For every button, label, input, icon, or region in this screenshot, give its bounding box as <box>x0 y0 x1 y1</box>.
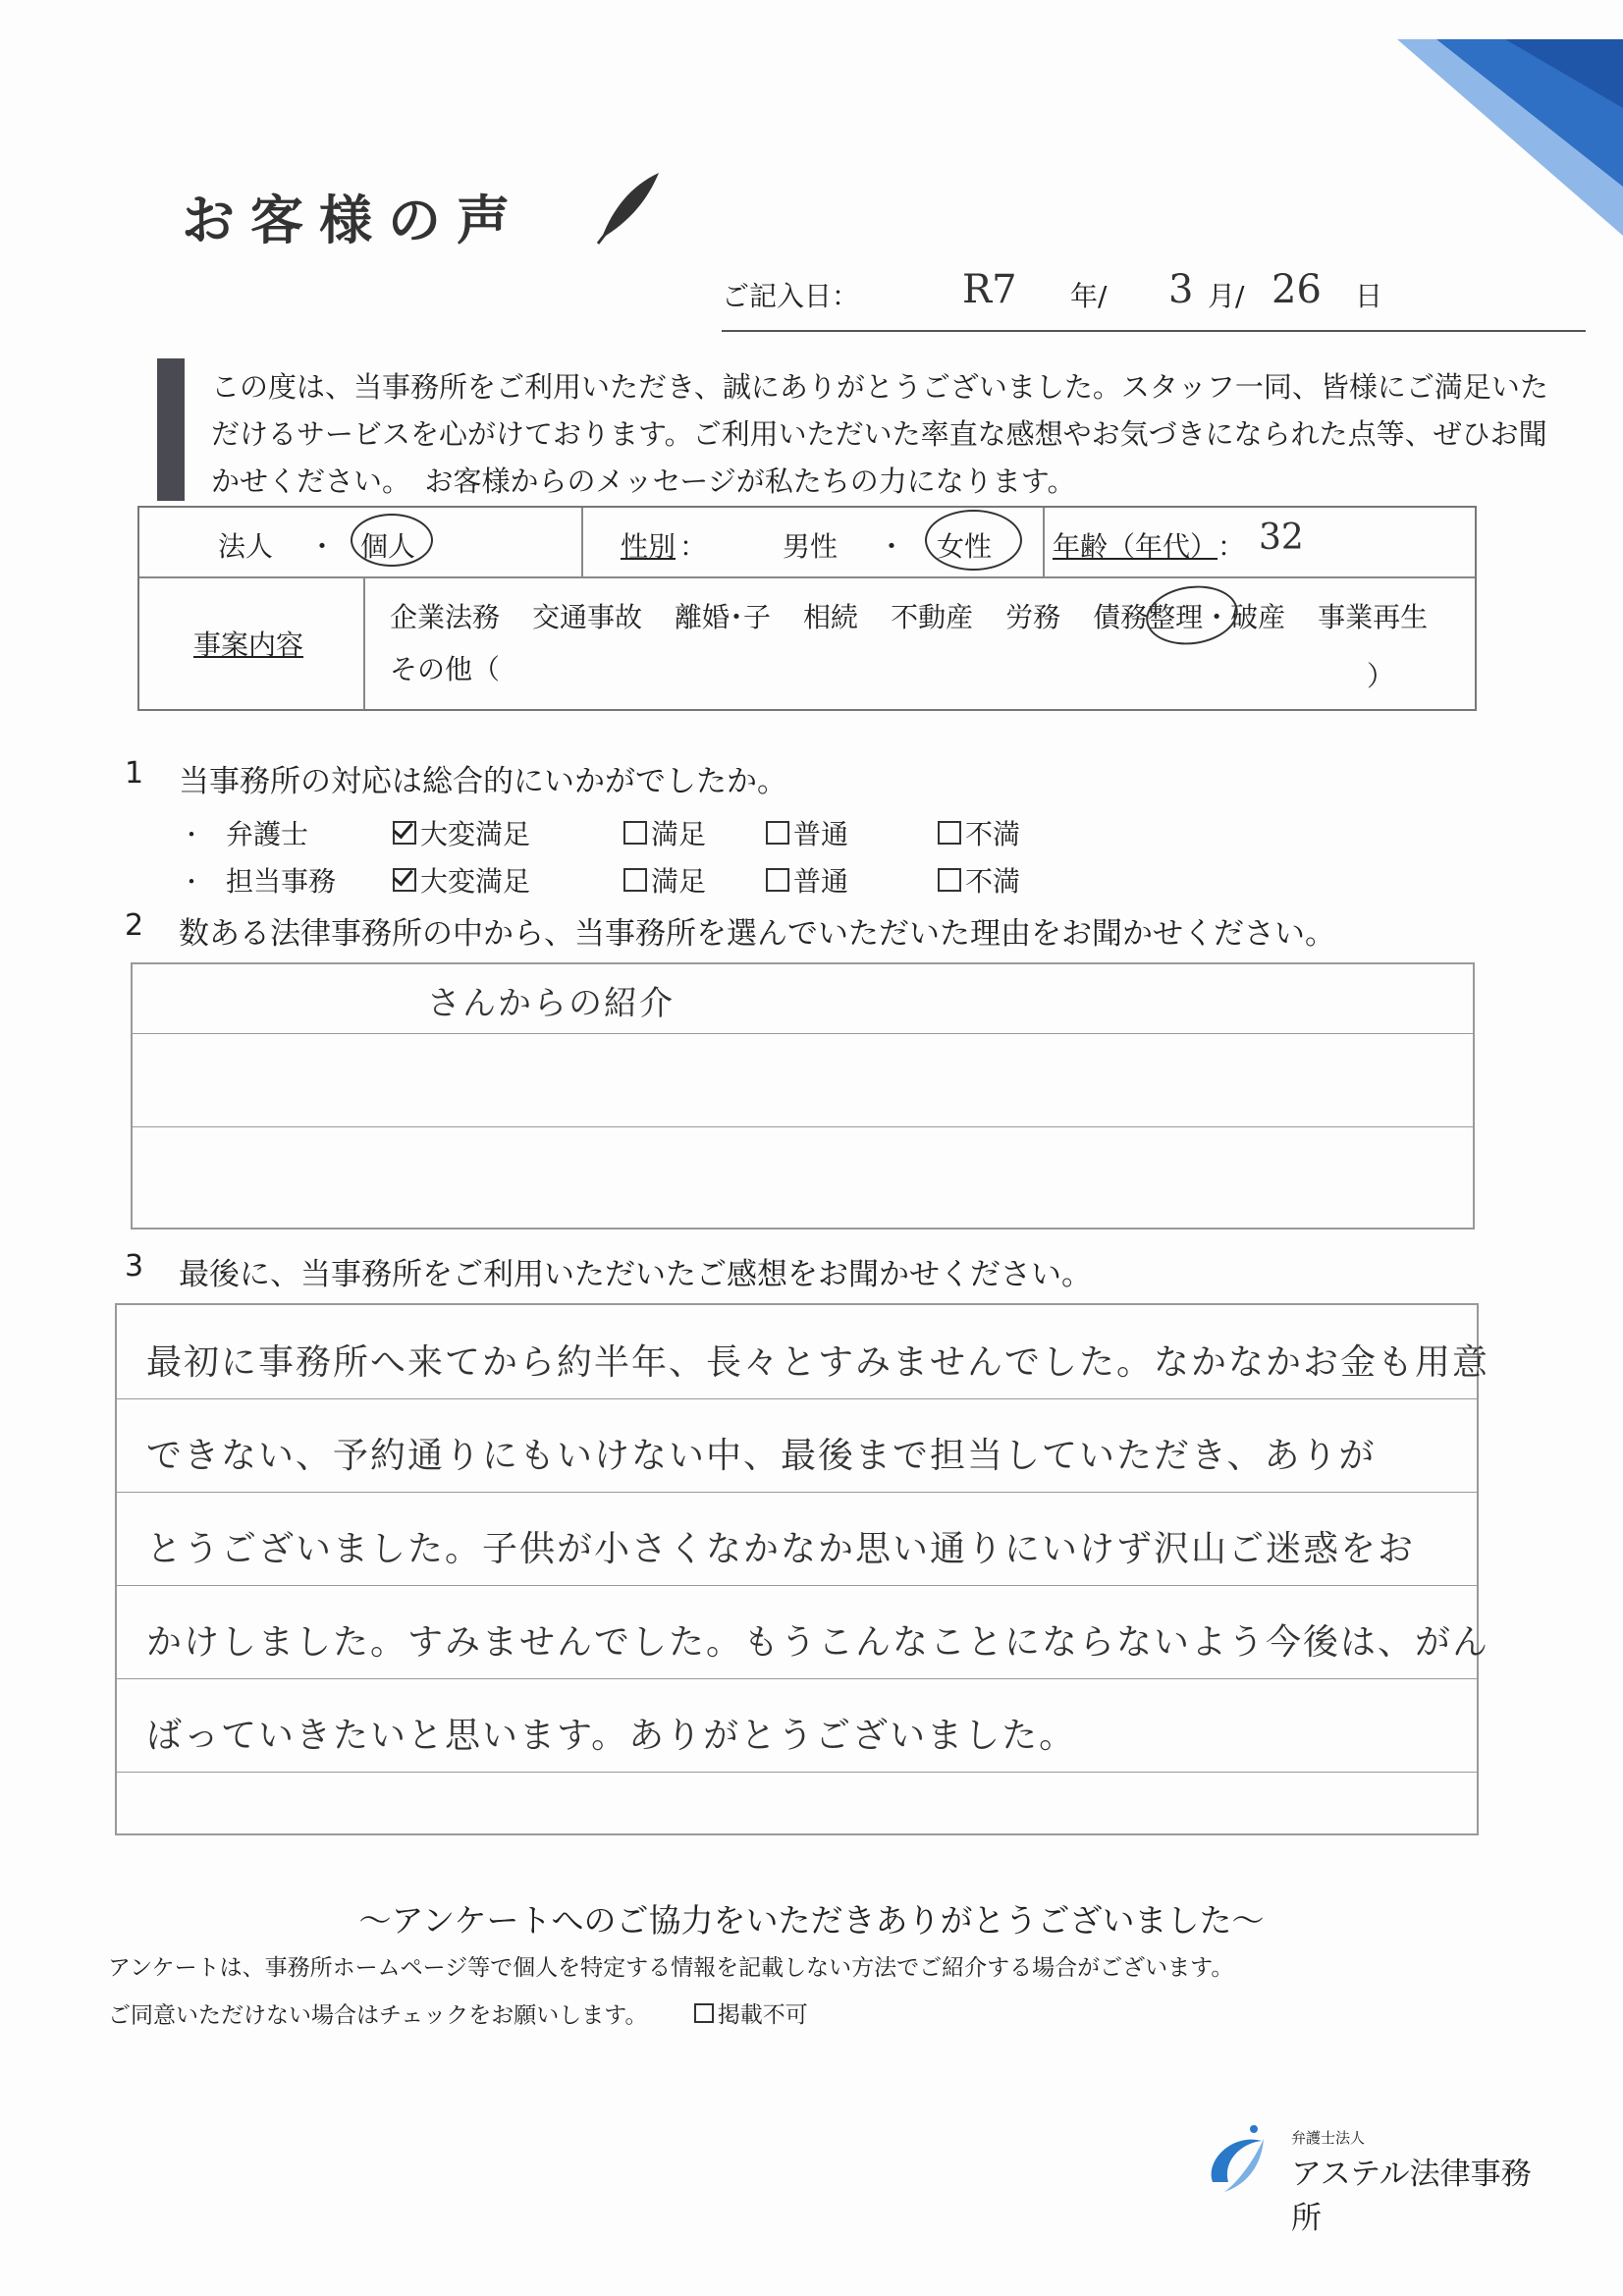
checkbox-icon <box>623 868 647 892</box>
rating-row-label: 弁護士 <box>226 818 309 850</box>
q3-number: 3 <box>125 1249 144 1284</box>
table-divider <box>139 576 1475 578</box>
checkbox-icon <box>393 821 416 845</box>
q3-answer-line: かけしました。すみませんでした。もうこんなことにならないよう今後は、がん <box>146 1622 1490 1663</box>
rating-option-label: 普通 <box>793 865 849 898</box>
q2-answer-box <box>131 962 1475 1230</box>
firm-logo <box>1203 2121 1556 2236</box>
rating-option-label: 満足 <box>651 818 707 850</box>
rating-option[interactable] <box>393 860 530 900</box>
male-option: 男性 <box>783 530 839 563</box>
other-close: ） <box>1367 660 1395 692</box>
selection-circle <box>925 510 1022 571</box>
checkbox-icon <box>938 868 961 892</box>
case-type-item: 離婚･子 <box>675 601 772 633</box>
q1-number: 1 <box>125 756 144 791</box>
case-type-item: 債務整理・破産 <box>1093 601 1286 633</box>
table-divider <box>581 508 583 576</box>
q3-answer-line: 最初に事務所へ来てから約半年、長々とすみませんでした。なかなかお金も用意 <box>146 1342 1490 1383</box>
rating-option-label: 普通 <box>793 818 849 850</box>
date-day: 26 <box>1271 267 1322 312</box>
q3-answer-line: ばっていきたいと思います。ありがとうございました。 <box>146 1716 1077 1756</box>
checkbox-icon <box>694 2003 714 2023</box>
individual-option: 個人 <box>360 530 416 563</box>
q3-answer-line: できない、予約通りにもいけない中、最後まで担当していただき、ありが <box>146 1436 1377 1476</box>
ruled-line <box>117 1492 1477 1493</box>
opt-out-checkbox[interactable] <box>694 1996 808 2029</box>
age-colon: ： <box>1217 530 1246 563</box>
date-year: R7 <box>962 267 1017 312</box>
intro-accent-bar <box>157 358 185 501</box>
date-day-unit: 日 <box>1355 280 1383 312</box>
page-title: お客様の声 <box>182 190 525 251</box>
case-type-list <box>390 596 1470 635</box>
logo-firm-name: アステル法律事務所 <box>1291 2157 1532 2236</box>
date-month-unit: 月/ <box>1208 280 1245 312</box>
case-label: 事案内容 <box>193 629 304 661</box>
feather-icon <box>594 167 663 246</box>
date-label: ご記入日： <box>722 280 860 312</box>
rating-option-label: 不満 <box>965 818 1021 850</box>
q1-question: 当事務所の対応は総合的にいかがでしたか。 <box>179 764 787 799</box>
bullet: ・ <box>180 868 203 896</box>
q3-question: 最後に、当事務所をご利用いただいたご感想をお聞かせください。 <box>179 1257 1092 1292</box>
age-label: 年齢（年代） <box>1053 530 1218 563</box>
opt-out-label: 掲載不可 <box>717 2002 808 2028</box>
bullet: ・ <box>180 821 203 848</box>
q3-answer-box <box>115 1303 1490 1835</box>
rating-option-label: 大変満足 <box>420 865 531 898</box>
rating-option-label: 不満 <box>965 865 1021 898</box>
table-divider <box>1043 508 1045 576</box>
female-option: 女性 <box>937 530 993 563</box>
rating-option[interactable] <box>766 813 848 852</box>
q2-question: 数ある法律事務所の中から、当事務所を選んでいただいた理由をお聞かせください。 <box>179 916 1335 952</box>
case-type-item: 相続 <box>803 601 859 633</box>
ruled-line <box>117 1398 1477 1399</box>
rating-option[interactable] <box>938 813 1020 852</box>
checkbox-icon <box>766 821 789 845</box>
gender-colon: ： <box>679 530 708 563</box>
ruled-line <box>117 1678 1477 1679</box>
ruled-line <box>117 1772 1477 1773</box>
q2-answer-text: さんからの紹介 <box>427 984 675 1023</box>
checkbox-icon <box>393 868 416 892</box>
consent-text: ご同意いただけない場合はチェックをお願いします。 <box>108 2002 648 2029</box>
logo-small-text: 弁護士法人 <box>1291 2129 1366 2147</box>
date-row <box>722 267 1586 332</box>
age-value: 32 <box>1259 518 1304 558</box>
checkbox-icon <box>766 868 789 892</box>
q2-number: 2 <box>125 908 144 943</box>
selection-circle <box>351 514 433 567</box>
rating-option-label: 大変満足 <box>420 818 531 850</box>
separator-dot: ・ <box>878 530 906 563</box>
publication-notice: アンケートは、事務所ホームページ等で個人を特定する情報を記載しない方法でご紹介する場合がございます。 <box>108 1955 1234 1981</box>
rating-option[interactable] <box>393 813 530 852</box>
consent-notice <box>108 1996 808 2030</box>
logo-mark-icon <box>1203 2121 1271 2200</box>
case-type-item: 事業再生 <box>1318 601 1429 633</box>
separator-dot: ・ <box>308 530 337 563</box>
rating-option[interactable] <box>623 860 706 900</box>
rating-option[interactable] <box>623 813 706 852</box>
rating-option[interactable] <box>938 860 1020 900</box>
selection-circle <box>1142 580 1241 651</box>
thanks-message: ～アンケートへのご協力をいただきありがとうございました～ <box>358 1901 1265 1940</box>
case-type-item: 交通事故 <box>532 601 643 633</box>
other-label: その他（ <box>390 653 501 685</box>
date-month: 3 <box>1168 267 1194 312</box>
case-type-item: 不動産 <box>891 601 974 633</box>
case-type-item: 企業法務 <box>390 601 501 633</box>
intro-text: この度は、当事務所をご利用いただき、誠にありがとうございました。スタッフ一同、皆様にご満足いただけるサービスを心がけております。ご利用いただいた率直な感想やお気づきになられた点等、ぜひお聞かせください。 お客様からのメッセージが私たちの力になります。 <box>211 370 1548 498</box>
case-type-item: 労務 <box>1005 601 1061 633</box>
date-year-unit: 年/ <box>1070 280 1108 312</box>
checkbox-icon <box>938 821 961 845</box>
checkbox-icon <box>623 821 647 845</box>
rating-option-label: 満足 <box>651 865 707 898</box>
client-info-table <box>137 506 1477 711</box>
gender-label: 性別 <box>621 530 676 563</box>
corp-option: 法人 <box>218 530 274 563</box>
ruled-line <box>117 1585 1477 1586</box>
corner-decoration <box>1328 0 1623 236</box>
ruled-line <box>133 1126 1473 1127</box>
rating-row-label: 担当事務 <box>226 865 337 898</box>
table-divider <box>363 576 365 709</box>
q3-answer-line: とうございました。子供が小さくなかなか思い通りにいけず沢山ご迷惑をお <box>146 1529 1416 1569</box>
rating-option[interactable] <box>766 860 848 900</box>
ruled-line <box>133 1033 1473 1034</box>
